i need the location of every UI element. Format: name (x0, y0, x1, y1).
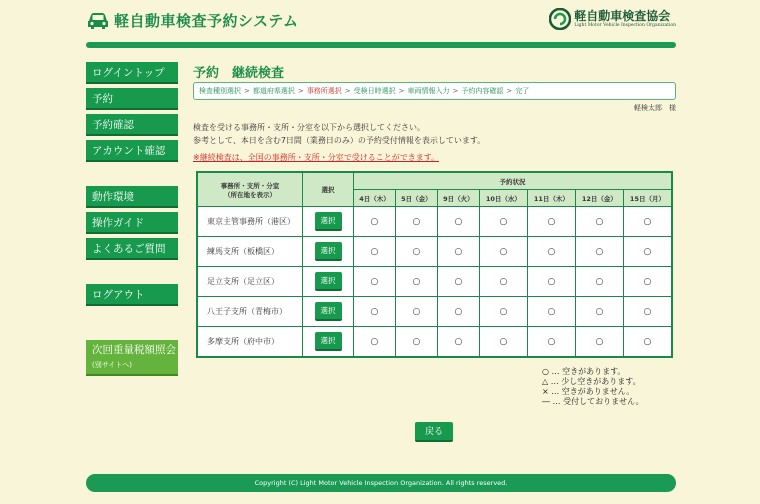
breadcrumb-sep: > (297, 87, 304, 95)
back-button[interactable]: 戻る (415, 422, 453, 442)
col-office-header (198, 173, 302, 206)
select-cell (303, 327, 353, 356)
org-logo[interactable] (549, 8, 676, 30)
office-name: 多摩支所（府中市） (198, 327, 302, 356)
availability-cell: ○ (354, 267, 395, 296)
availability-cell: ○ (396, 327, 437, 356)
select-cell (303, 267, 353, 296)
select-cell (303, 207, 353, 236)
availability-cell: ○ (528, 237, 575, 266)
nav-logout[interactable]: ログアウト (86, 284, 178, 306)
org-sub: Light Motor Vehicle Inspection Organization (574, 23, 676, 28)
page-title: 予約 継続検査 (193, 66, 285, 81)
select-cell (303, 237, 353, 266)
col-select-header: 選択 (303, 173, 353, 206)
availability-cell: ○ (624, 327, 671, 356)
nav-tax-sub: (別サイトへ) (92, 361, 132, 369)
select-cell (303, 297, 353, 326)
col-office-label: 事務所・支所・分室 (220, 181, 280, 190)
nav-reservation[interactable]: 予約 (86, 88, 178, 110)
office-name: 八王子支所（青梅市） (198, 297, 302, 326)
availability-cell: ○ (354, 237, 395, 266)
date-header: 10日（水） (480, 190, 527, 206)
footer: Copyright (C) Light Motor Vehicle Inspection Organization. All rights reserved. (86, 474, 676, 492)
availability-cell: ○ (480, 297, 527, 326)
availability-cell: ○ (480, 267, 527, 296)
date-header: 9日（火） (438, 190, 479, 206)
site-title-text: 軽自動車検査予約システム (114, 12, 299, 30)
description-line-1: 検査を受ける事務所・支所・分室を以下から選択してください。 (193, 123, 425, 132)
availability-cell: ○ (438, 297, 479, 326)
header-divider (86, 42, 676, 48)
availability-cell: ○ (624, 267, 671, 296)
legend-item: △ … 少し空きがあります。 (542, 377, 641, 386)
availability-cell: ○ (354, 207, 395, 236)
breadcrumb-step: 都道府県選択 (252, 87, 295, 95)
user-name: 軽検太郎 様 (634, 104, 676, 112)
availability-cell: ○ (438, 237, 479, 266)
breadcrumb (193, 82, 676, 100)
select-office-button[interactable]: 選択 (315, 212, 342, 231)
availability-cell: ○ (480, 207, 527, 236)
breadcrumb-current-step: 事務所選択 (306, 87, 342, 95)
date-header: 4日（木） (354, 190, 395, 206)
date-header: 5日（金） (396, 190, 437, 206)
car-icon (86, 11, 110, 31)
availability-cell: ○ (528, 297, 575, 326)
breadcrumb-step: 予約内容確認 (461, 87, 504, 95)
breadcrumb-step: 完了 (515, 87, 530, 95)
nav-weight-tax-link[interactable] (86, 340, 178, 376)
nav-login-top[interactable]: ログイントップ (86, 62, 178, 84)
table-row (198, 207, 671, 236)
availability-cell: ○ (624, 297, 671, 326)
legend-item: ― … 受付しておりません。 (542, 397, 644, 406)
col-office-sub: （所在地を表示） (224, 190, 276, 199)
nav-guide[interactable]: 操作ガイド (86, 212, 178, 234)
date-header: 12日（金） (576, 190, 623, 206)
nav-environment[interactable]: 動作環境 (86, 186, 178, 208)
legend-item: × … 空きがありません。 (542, 387, 635, 396)
availability-cell: ○ (480, 237, 527, 266)
breadcrumb-step: 検査種別選択 (199, 87, 241, 95)
date-header: 11日（木） (528, 190, 575, 206)
breadcrumb-sep: > (244, 87, 250, 95)
table-row (198, 327, 671, 356)
select-office-button[interactable]: 選択 (315, 332, 342, 351)
table-row (198, 297, 671, 326)
availability-cell: ○ (624, 207, 671, 236)
availability-cell: ○ (354, 327, 395, 356)
breadcrumb-sep: > (506, 87, 513, 95)
site-title[interactable] (86, 10, 299, 31)
org-name: 軽自動車検査協会 (574, 9, 671, 23)
legend-item: ○ … 空きがあります。 (542, 367, 626, 376)
availability-cell: ○ (480, 327, 527, 356)
date-header: 15日（月） (624, 190, 671, 206)
table-row (198, 267, 671, 296)
nav-reservation-check[interactable]: 予約確認 (86, 114, 178, 136)
office-name: 東京主管事務所（港区） (198, 207, 302, 236)
availability-cell: ○ (576, 297, 623, 326)
select-office-button[interactable]: 選択 (315, 302, 342, 321)
availability-cell: ○ (576, 207, 623, 236)
table-row (198, 237, 671, 266)
availability-cell: ○ (438, 267, 479, 296)
select-office-button[interactable]: 選択 (315, 272, 342, 291)
availability-cell: ○ (528, 327, 575, 356)
availability-cell: ○ (624, 237, 671, 266)
availability-cell: ○ (576, 237, 623, 266)
availability-cell: ○ (528, 207, 575, 236)
availability-cell: ○ (396, 237, 437, 266)
note-text: ※継続検査は、全国の事務所・支所・分室で受けることができます。 (193, 153, 440, 162)
availability-cell: ○ (396, 267, 437, 296)
breadcrumb-sep: > (344, 87, 351, 95)
availability-cell: ○ (396, 297, 437, 326)
nav-tax-label: 次回重量税額照会 (92, 344, 176, 356)
main-content (193, 62, 676, 162)
availability-cell: ○ (354, 297, 395, 326)
availability-cell: ○ (396, 207, 437, 236)
nav-faq[interactable]: よくあるご質問 (86, 238, 178, 260)
header (86, 8, 676, 40)
availability-cell: ○ (438, 327, 479, 356)
availability-cell: ○ (438, 207, 479, 236)
office-name: 練馬支所（板橋区） (198, 237, 302, 266)
office-name: 足立支所（足立区） (198, 267, 302, 296)
breadcrumb-step: 受検日時選択 (353, 87, 396, 95)
availability-cell: ○ (576, 267, 623, 296)
breadcrumb-sep: > (398, 87, 405, 95)
breadcrumb-step: 車両情報入力 (407, 87, 450, 95)
breadcrumb-sep: > (452, 87, 459, 95)
col-status-header: 予約状況 (354, 173, 671, 189)
office-table (196, 171, 673, 358)
nav-account-check[interactable]: アカウント確認 (86, 140, 178, 162)
office-table-wrapper (196, 171, 673, 358)
availability-legend (542, 367, 644, 407)
description-line-2: 参考として、本日を含む7日間（業務日のみ）の予約受付情報を表示しています。 (193, 136, 486, 145)
select-office-button[interactable]: 選択 (315, 242, 342, 261)
availability-cell: ○ (576, 327, 623, 356)
availability-cell: ○ (528, 267, 575, 296)
org-logo-icon (549, 8, 571, 30)
